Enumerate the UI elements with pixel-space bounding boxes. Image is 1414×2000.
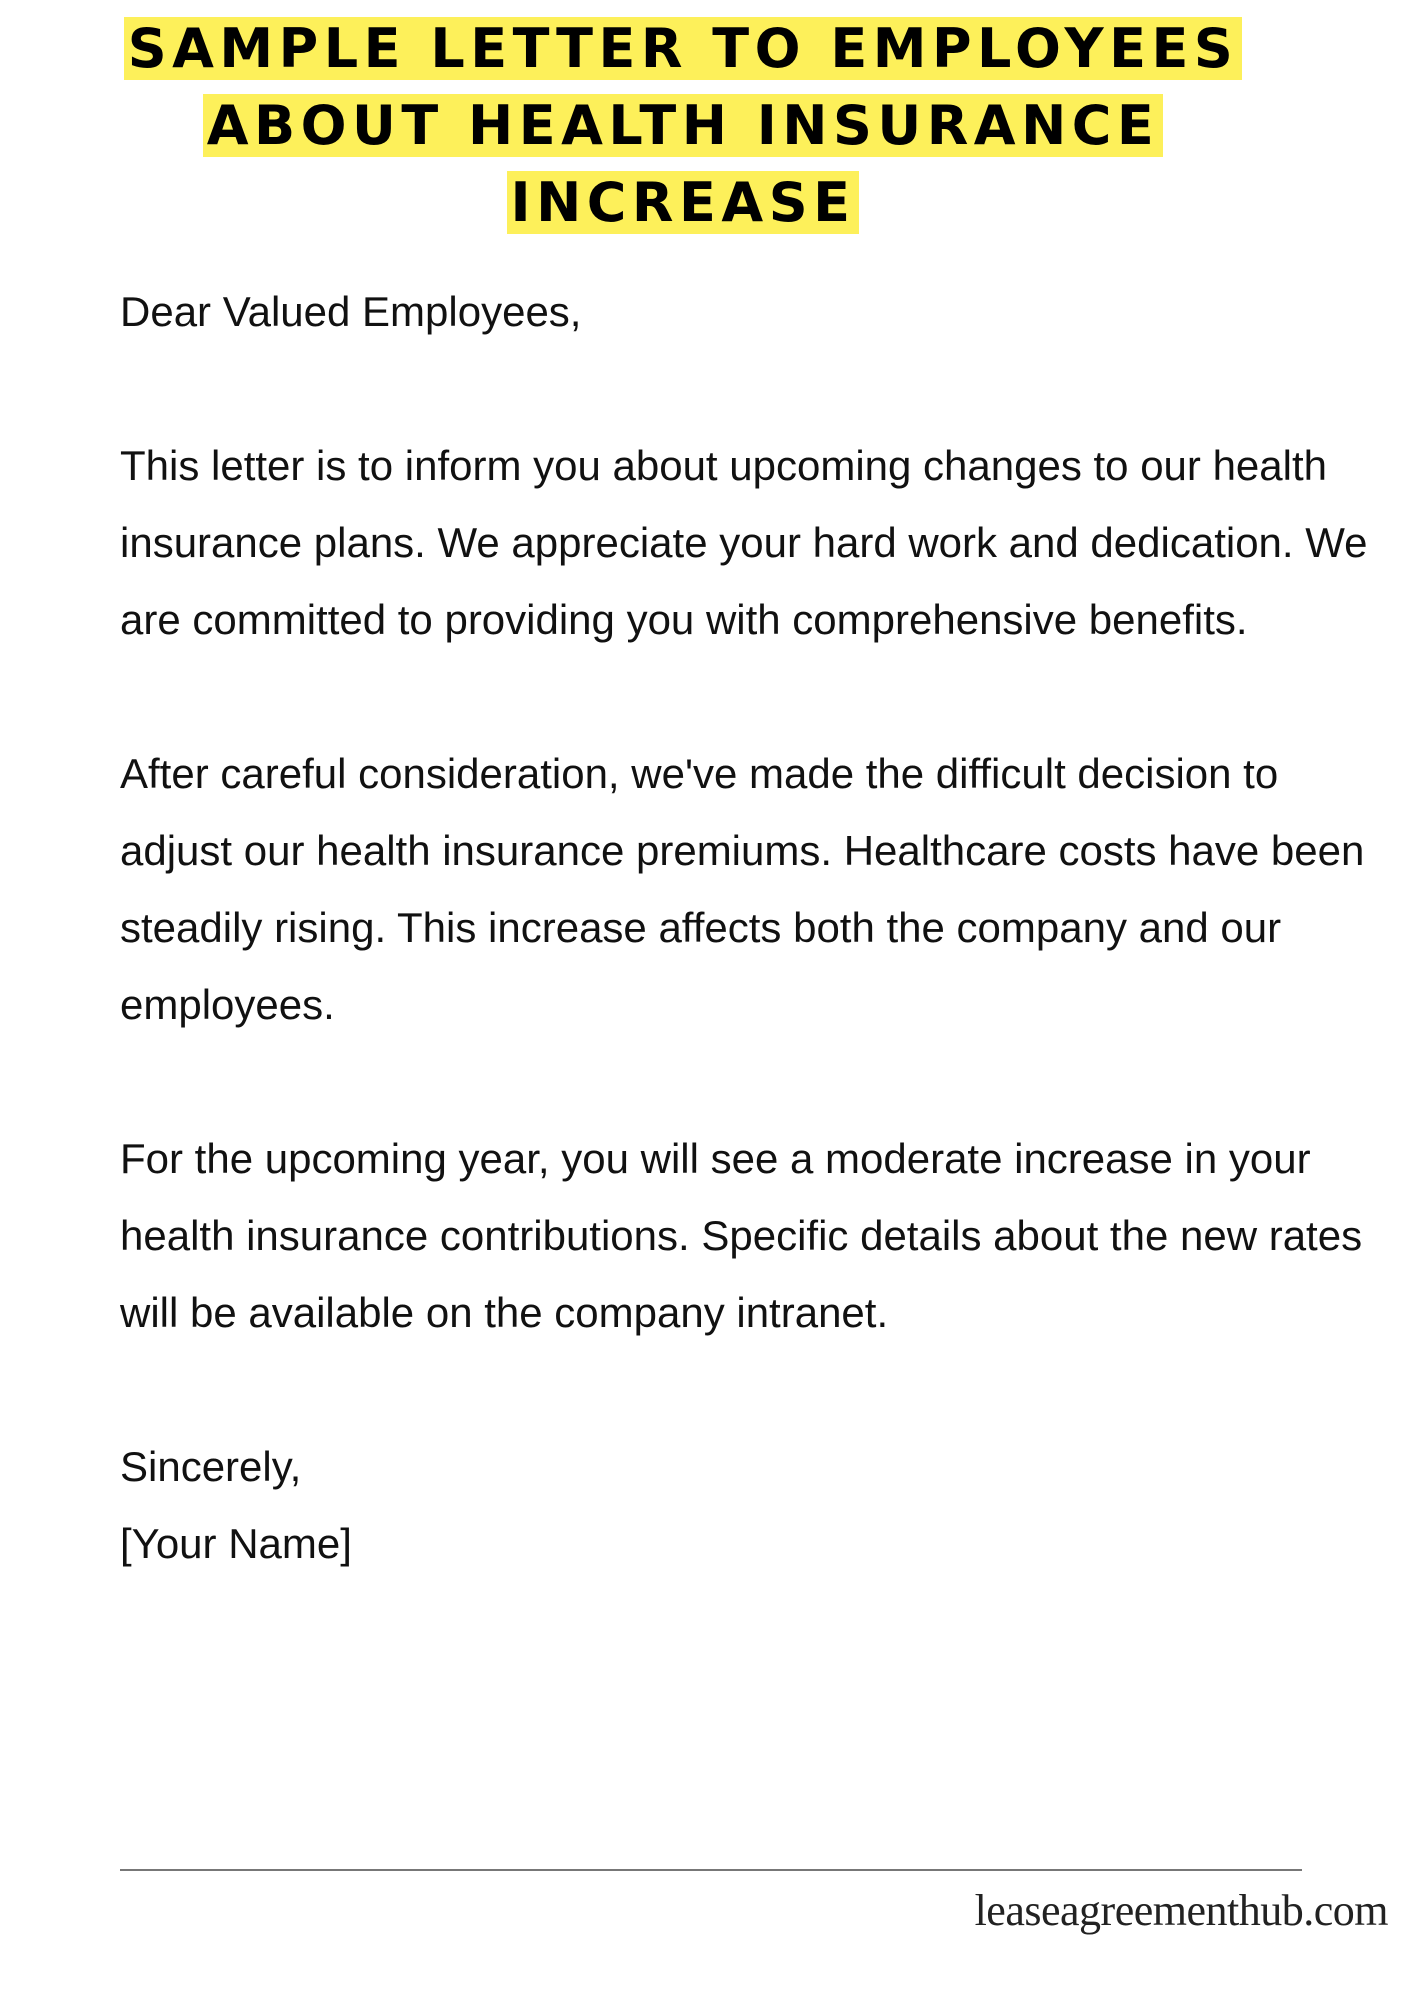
title-line-3: INCREASE	[507, 171, 860, 234]
paragraph-upcoming-year: For the upcoming year, you will see a moderate increase in your health insurance contributions. Specific details about the new rates will be available on the company intranet.	[120, 1135, 1363, 1336]
letter-body	[120, 273, 1390, 1582]
paragraph-intro: This letter is to inform you about upcoming changes to our health insurance plans. We appreciate your hard work and dedication. We are committed to providing you with comprehensive benefits.	[120, 442, 1368, 643]
footer-divider	[120, 1869, 1302, 1871]
closing-block	[120, 1428, 1390, 1582]
title-line-2: ABOUT HEALTH INSURANCE	[203, 94, 1164, 157]
title-line-1: SAMPLE LETTER TO EMPLOYEES	[124, 17, 1243, 80]
letter-title	[0, 10, 1366, 241]
closing: Sincerely,	[120, 1443, 302, 1490]
footer-website: leaseagreementhub.com	[974, 1886, 1388, 1935]
paragraph-premium-adjustment: After careful consideration, we've made the difficult decision to adjust our health insurance premiums. Healthcare costs have been steadily rising. This increase affects both the company and our employees.	[120, 750, 1365, 1028]
salutation: Dear Valued Employees,	[120, 288, 582, 335]
signature-placeholder: [Your Name]	[120, 1520, 352, 1567]
